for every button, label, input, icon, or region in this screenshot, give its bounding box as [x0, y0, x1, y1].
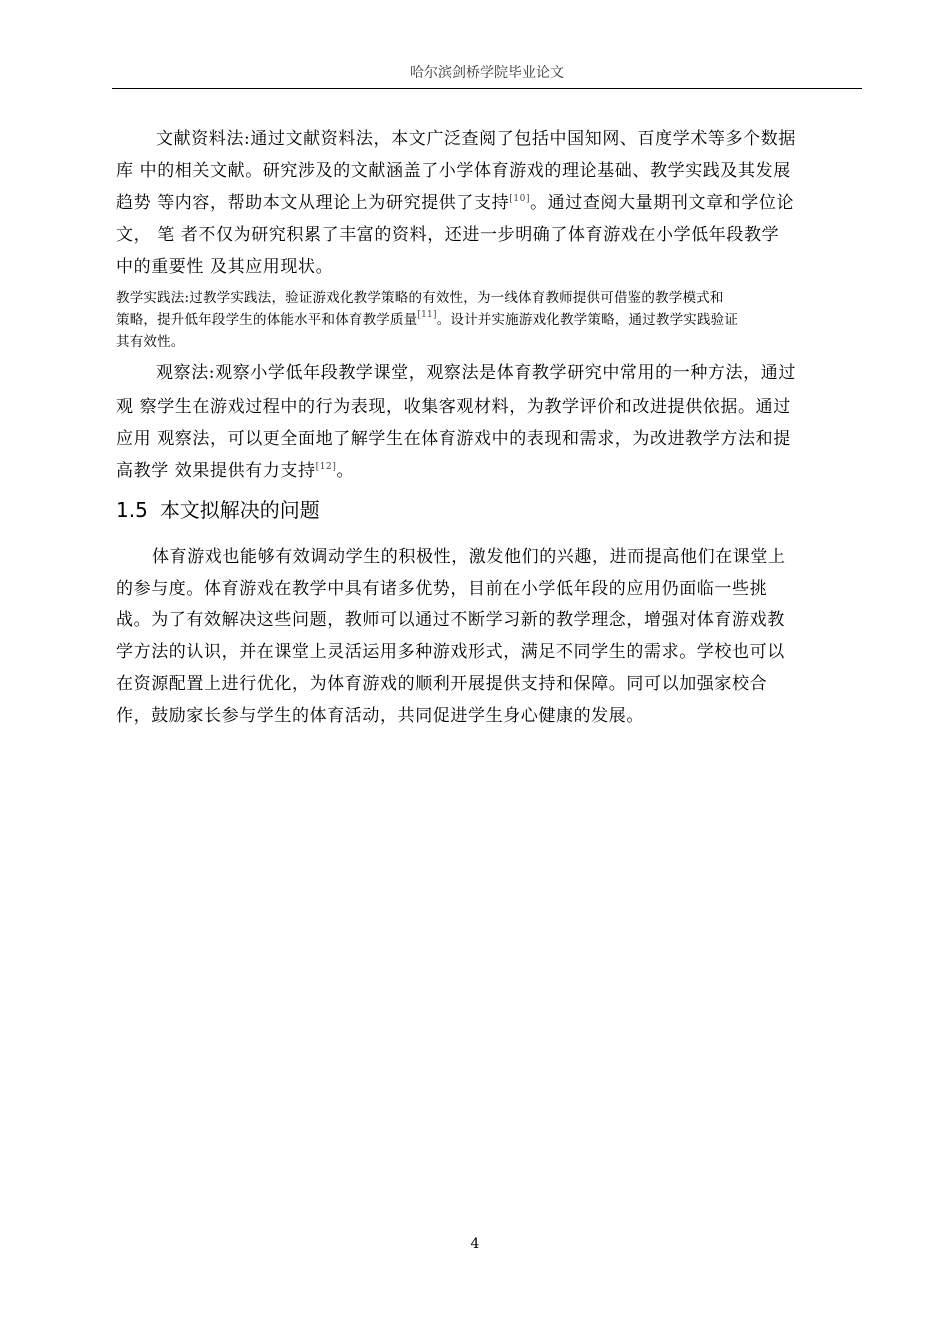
text-segment: 高教学 效果提供有力支持: [116, 461, 316, 481]
text-line: 在资源配置上进行优化，为体育游戏的顺利开展提供支持和保障。同可以加强家校合: [116, 674, 768, 694]
text-line: 文献资料法:通过文献资料法，本文广泛查阅了包括中国知网、百度学术等多个数据: [156, 129, 796, 149]
text-line: 库 中的相关文献。研究涉及的文献涵盖了小学体育游戏的理论基础、教学实践及其发展: [116, 161, 791, 181]
text-segment: 趋势 等内容，帮助本文从理论上为研究提供了支持: [116, 193, 510, 213]
text-line: 的参与度。体育游戏在教学中具有诸多优势，目前在小学低年段的应用仍面临一些挑: [116, 579, 768, 599]
text-line: 文， 笔 者不仅为研究积累了丰富的资料，还进一步明确了体育游戏在小学低年段教学: [116, 225, 780, 245]
text-line: 学方法的认识，并在课堂上灵活运用多种游戏形式，满足不同学生的需求。学校也可以: [116, 642, 785, 662]
text-segment: 。设计并实施游戏化教学策略，通过教学实践验证: [436, 312, 739, 328]
section-heading: [116, 494, 320, 523]
page-number: 4: [470, 1236, 480, 1252]
text-line: 应用 观察法，可以更全面地了解学生在体育游戏中的表现和需求，为改进教学方法和提: [116, 429, 791, 449]
text-line: 观察法:观察小学低年段教学课堂，观察法是体育教学研究中常用的一种方法，通过: [156, 363, 796, 383]
text-segment: 。: [336, 461, 355, 481]
citation-ref: [11]: [417, 310, 437, 320]
page-header: 哈尔滨剑桥学院毕业论文: [410, 65, 564, 81]
text-line: 观 察学生在游戏过程中的行为表现，收集客观材料，为教学评价和改进提供依据。通过: [116, 397, 791, 417]
text-line: 教学实践法:过教学实践法，验证游戏化教学策略的有效性，为一线体育教师提供可借鉴的教学模式和: [116, 290, 724, 306]
text-line: 战。为了有效解决这些问题，教师可以通过不断学习新的教学理念，增强对体育游戏教: [116, 610, 785, 630]
text-line: [116, 188, 794, 213]
citation-ref: [12]: [315, 462, 337, 472]
text-line: 中的重要性 及其应用现状。: [116, 257, 334, 277]
text-line: 体育游戏也能够有效调动学生的积极性，激发他们的兴趣，进而提高他们在课堂上: [152, 547, 786, 567]
section-title: 本文拟解决的问题: [159, 498, 320, 522]
text-line: 其有效性。: [116, 334, 185, 350]
text-segment: 策略，提升低年段学生的体能水平和体育教学质量: [116, 312, 418, 328]
text-segment: 。通过查阅大量期刊文章和学位论: [530, 193, 795, 213]
text-line: [116, 308, 738, 328]
header-divider: [112, 88, 862, 89]
citation-ref: [10]: [509, 194, 531, 204]
text-line: 作，鼓励家长参与学生的体育活动，共同促进学生身心健康的发展。: [116, 706, 644, 726]
section-number: 1.5: [116, 498, 148, 522]
text-line: [116, 456, 354, 481]
